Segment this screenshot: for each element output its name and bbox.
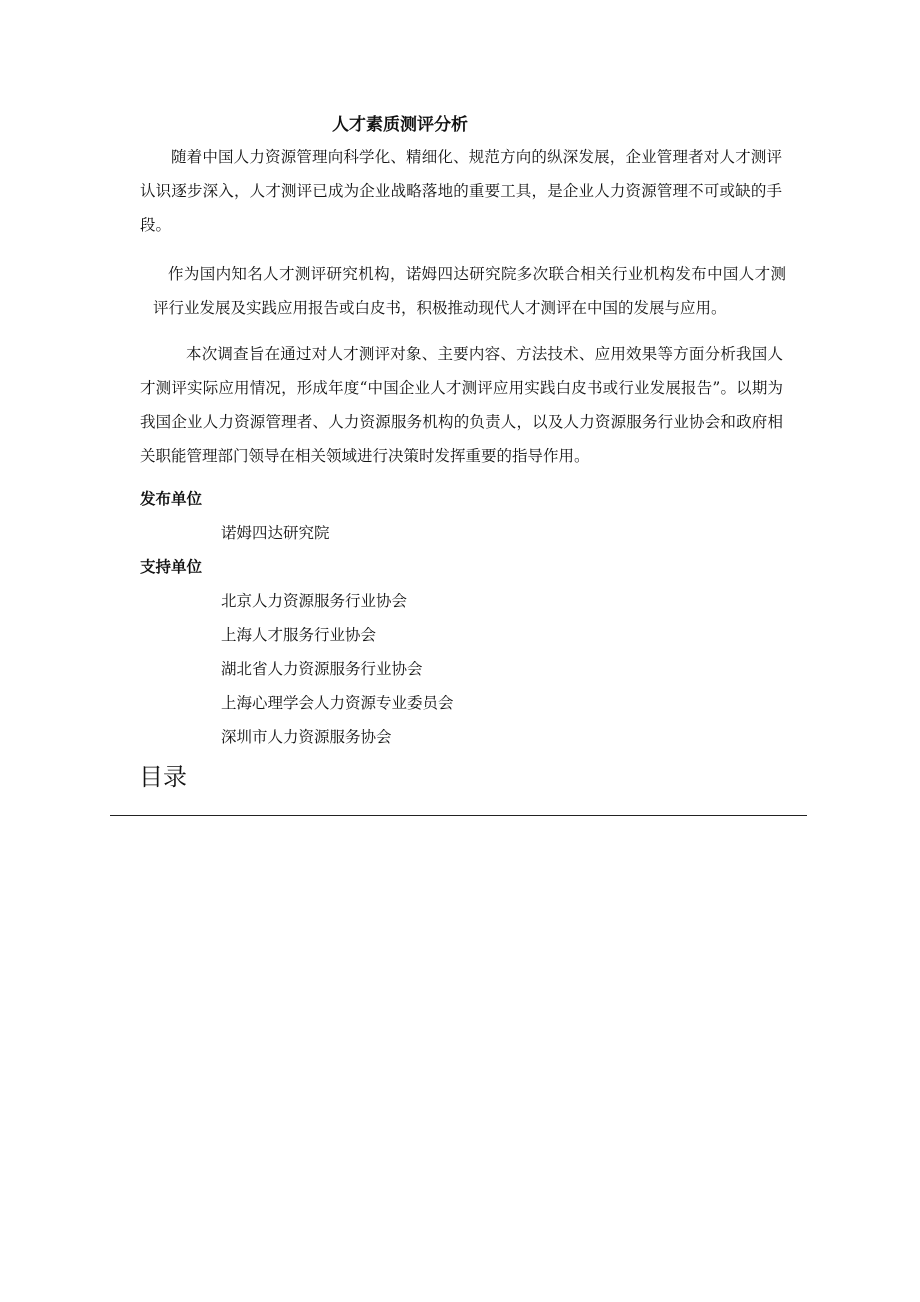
publisher-heading: 发布单位 — [140, 490, 203, 508]
document-title: 人才素质测评分析 — [332, 115, 468, 135]
toc-title: 目录 — [139, 763, 187, 791]
institute-paragraph: 作为国内知名人才测评研究机构，诺姆四达研究院多次联合相关行业机构发布中国人才测评行业发展及实践应用报告或白皮书，积极推动现代人才测评在中国的发展与应用。 — [153, 265, 786, 317]
supporters-heading: 支持单位 — [140, 558, 203, 576]
toc-divider — [110, 815, 807, 816]
supporter-item: 北京人力资源服务行业协会 — [221, 592, 408, 610]
supporter-item: 上海人才服务行业协会 — [221, 626, 377, 644]
intro-paragraph: 随着中国人力资源管理向科学化、精细化、规范方向的纵深发展，企业管理者对人才测评认识逐步深入，人才测评已成为企业战略落地的重要工具，是企业人力资源管理不可或缺的手段。 — [140, 148, 782, 234]
publisher-name: 诺姆四达研究院 — [221, 524, 330, 542]
supporter-item: 湖北省人力资源服务行业协会 — [221, 660, 423, 678]
survey-purpose-paragraph: 本次调查旨在通过对人才测评对象、主要内容、方法技术、应用效果等方面分析我国人才测评实际应用情况，形成年度“中国企业人才测评应用实践白皮书或行业发展报告”。以期为我国企业人力资源管理者、人力资源服务机构的负责人，以及人力资源服务行业协会和政府相关职能管理部门领导在相关领域进行决策时发挥重要的指导作用。 — [140, 345, 783, 465]
supporter-item: 上海心理学会人力资源专业委员会 — [221, 694, 454, 712]
supporter-item: 深圳市人力资源服务协会 — [221, 728, 392, 746]
